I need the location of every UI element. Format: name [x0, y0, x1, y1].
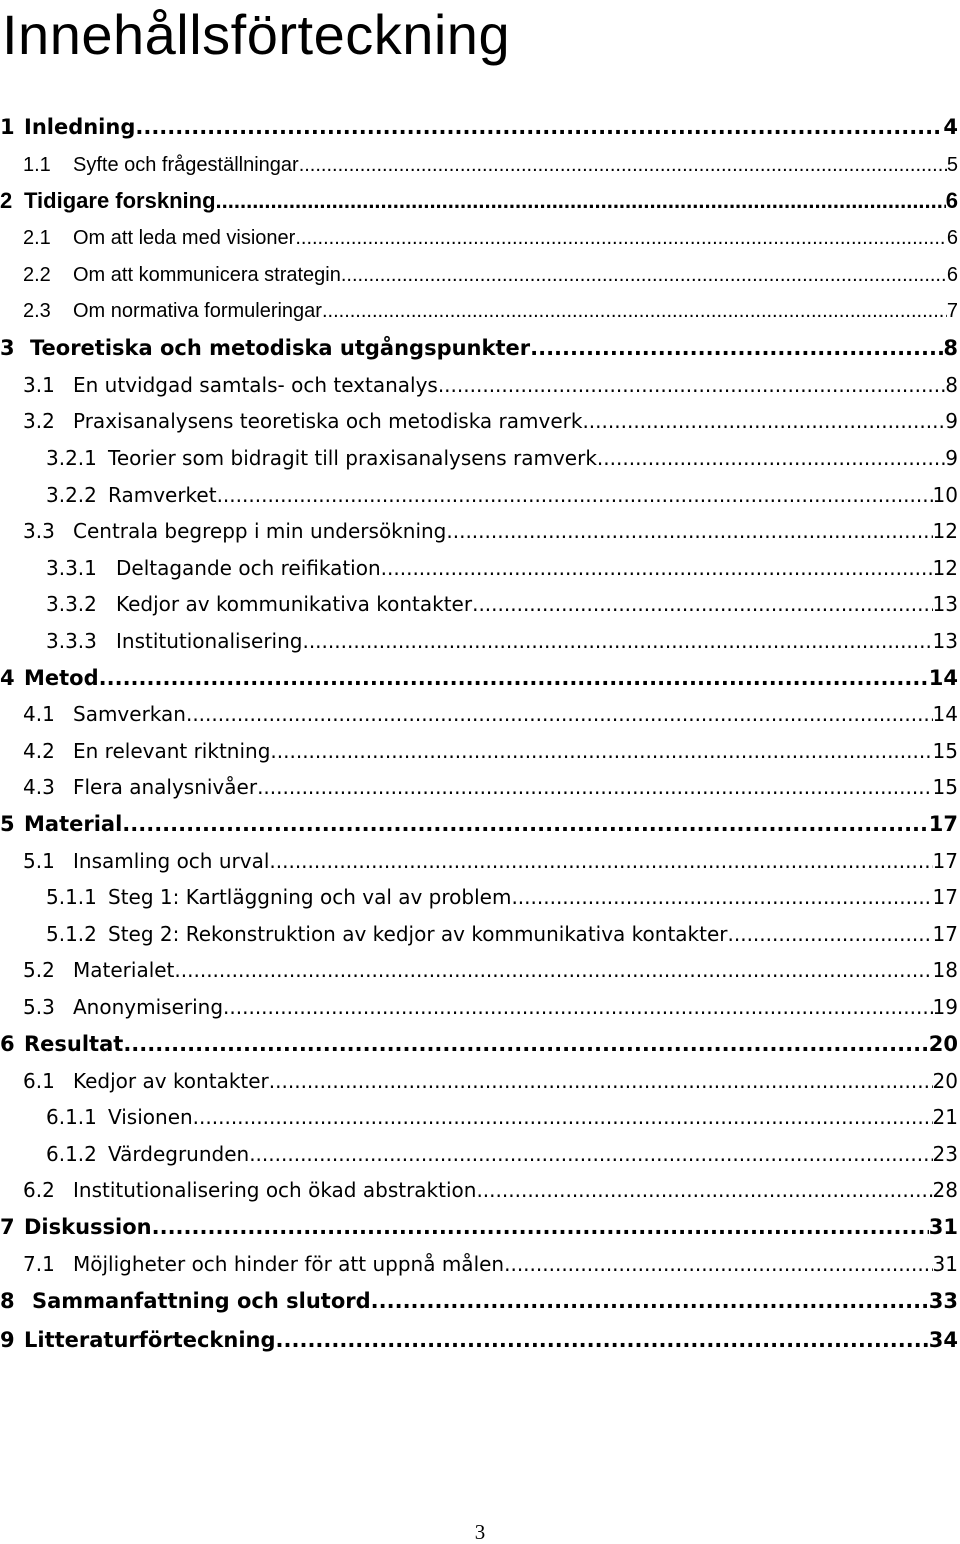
- toc-entry[interactable]: [23, 260, 958, 290]
- toc-entry-page: 9: [945, 409, 958, 433]
- toc-entry-page: 12: [932, 556, 958, 580]
- toc-entry-page: 15: [932, 775, 958, 799]
- toc-entry-label: Metod: [24, 666, 99, 690]
- toc-entry-label: Syfte och frågeställningar: [73, 154, 299, 176]
- toc-entry-label: Kedjor av kontakter: [73, 1069, 269, 1093]
- toc-entry-number: 5.1.2: [46, 922, 97, 946]
- toc-entry-page: 6: [945, 188, 958, 213]
- toc-dot-leader: [193, 1102, 933, 1132]
- toc-dot-leader: [476, 1175, 932, 1205]
- toc-entry[interactable]: [23, 370, 958, 400]
- toc-entry[interactable]: [0, 663, 958, 693]
- toc-entry[interactable]: [23, 846, 958, 876]
- toc-entry-number: 5.3: [23, 995, 55, 1019]
- toc-entry[interactable]: [46, 1102, 958, 1132]
- toc-entry[interactable]: [23, 1249, 958, 1279]
- toc-entry-label: Om att leda med visioner: [73, 227, 296, 249]
- toc-entry-page: 31: [932, 1252, 958, 1276]
- toc-dot-leader: [472, 589, 932, 619]
- toc-entry-number: 2: [0, 188, 13, 213]
- toc-entry-page: 14: [932, 702, 958, 726]
- toc-entry-number: 6.2: [23, 1178, 55, 1202]
- toc-entry-label: Insamling och urval: [73, 849, 270, 873]
- toc-entry-label: Material: [24, 812, 123, 836]
- toc-entry[interactable]: [46, 919, 958, 949]
- toc-entry-page: 6: [946, 264, 958, 286]
- toc-entry[interactable]: [23, 150, 958, 180]
- toc-entry[interactable]: [46, 553, 958, 583]
- toc-entry-page: 7: [946, 300, 958, 322]
- toc-dot-leader: [295, 223, 947, 253]
- toc-entry-label: Kedjor av kommunikativa kontakter: [116, 592, 473, 616]
- toc-dot-leader: [299, 150, 947, 180]
- toc-entry-number: 8: [0, 1289, 15, 1313]
- toc-entry-number: 3.3.1: [46, 556, 97, 580]
- toc-dot-leader: [322, 296, 947, 326]
- toc-entry[interactable]: [23, 699, 958, 729]
- toc-entry-number: 1.1: [23, 154, 51, 176]
- toc-entry-page: 4: [943, 115, 958, 139]
- toc-entry[interactable]: [46, 589, 958, 619]
- toc-dot-leader: [223, 992, 933, 1022]
- toc-entry-label: Anonymisering: [73, 995, 224, 1019]
- toc-entry-number: 4.1: [23, 702, 55, 726]
- toc-dot-leader: [186, 699, 933, 729]
- toc-entry-page: 33: [928, 1289, 958, 1313]
- toc-entry-label: Praxisanalysens teoretiska och metodiska ramverk: [73, 409, 583, 433]
- toc-dot-leader: [152, 1212, 929, 1242]
- toc-entry-number: 3.3: [23, 519, 55, 543]
- toc-entry-number: 5.1.1: [46, 885, 97, 909]
- toc-entry-label: Inledning: [24, 115, 136, 139]
- toc-entry[interactable]: [0, 1029, 958, 1059]
- toc-entry-number: 3.2: [23, 409, 55, 433]
- toc-entry[interactable]: [0, 112, 958, 142]
- toc-entry[interactable]: [0, 333, 958, 363]
- toc-entry-page: 23: [932, 1142, 958, 1166]
- toc-entry-page: 12: [932, 519, 958, 543]
- toc-dot-leader: [597, 443, 945, 473]
- toc-dot-leader: [123, 1029, 928, 1059]
- toc-entry-label: En relevant riktning: [73, 739, 271, 763]
- toc-entry[interactable]: [23, 296, 958, 326]
- toc-dot-leader: [446, 516, 932, 546]
- toc-entry-label: Möjligheter och hinder för att uppnå målen: [73, 1252, 505, 1276]
- toc-entry-number: 5: [0, 812, 15, 836]
- toc-entry-number: 4.2: [23, 739, 55, 763]
- toc-entry-label: Diskussion: [24, 1215, 152, 1239]
- toc-entry[interactable]: [0, 1212, 958, 1242]
- toc-dot-leader: [99, 663, 929, 693]
- toc-entry-number: 4.3: [23, 775, 55, 799]
- toc-entry-label: Teoretiska och metodiska utgångspunkter: [30, 336, 531, 360]
- toc-entry-page: 19: [932, 995, 958, 1019]
- toc-entry[interactable]: [0, 186, 958, 216]
- page-title: Innehållsförteckning: [2, 3, 511, 66]
- toc-entry-label: Steg 2: Rekonstruktion av kedjor av kommunikativa kontakter: [108, 922, 728, 946]
- toc-entry-number: 6: [0, 1032, 15, 1056]
- toc-entry-number: 2.2: [23, 264, 51, 286]
- toc-entry-page: 20: [928, 1032, 958, 1056]
- toc-entry-label: Teorier som bidragit till praxisanalysens ramverk: [108, 446, 597, 470]
- toc-entry-page: 31: [928, 1215, 958, 1239]
- toc-entry-number: 3: [0, 336, 15, 360]
- toc-entry-label: Om normativa formuleringar: [73, 300, 322, 322]
- toc-entry-page: 17: [932, 849, 958, 873]
- toc-entry[interactable]: [23, 772, 958, 802]
- toc-entry-number: 6.1.2: [46, 1142, 97, 1166]
- toc-entry[interactable]: [23, 955, 958, 985]
- toc-entry-page: 5: [946, 154, 958, 176]
- toc-entry[interactable]: [23, 1175, 958, 1205]
- toc-dot-leader: [269, 1066, 933, 1096]
- toc-entry[interactable]: [23, 223, 958, 253]
- toc-entry[interactable]: [23, 736, 958, 766]
- toc-entry[interactable]: [46, 480, 958, 510]
- toc-entry-label: Centrala begrepp i min undersökning: [73, 519, 447, 543]
- toc-entry-page: 17: [932, 885, 958, 909]
- toc-entry-label: Resultat: [24, 1032, 124, 1056]
- toc-entry[interactable]: [23, 406, 958, 436]
- toc-entry-label: Tidigare forskning: [24, 188, 216, 213]
- toc-entry-page: 10: [932, 483, 958, 507]
- toc-entry[interactable]: [0, 809, 958, 839]
- toc-entry-label: Litteraturförteckning: [24, 1328, 276, 1352]
- toc-entry-number: 3.3.2: [46, 592, 97, 616]
- toc-dot-leader: [438, 370, 945, 400]
- toc-entry[interactable]: [0, 1286, 958, 1316]
- toc-entry[interactable]: [46, 882, 958, 912]
- toc-entry-number: 7: [0, 1215, 15, 1239]
- toc-entry-page: 34: [928, 1328, 958, 1352]
- toc-dot-leader: [217, 480, 933, 510]
- toc-entry-number: 3.1: [23, 373, 55, 397]
- toc-dot-leader: [270, 736, 932, 766]
- toc-entry-number: 2.3: [23, 300, 51, 322]
- toc-dot-leader: [174, 955, 932, 985]
- toc-entry[interactable]: [46, 626, 958, 656]
- toc-entry-label: Deltagande och reifikation: [116, 556, 381, 580]
- toc-entry[interactable]: [23, 1066, 958, 1096]
- toc-dot-leader: [582, 406, 945, 436]
- toc-entry-page: 13: [932, 592, 958, 616]
- toc-entry-label: Materialet: [73, 958, 175, 982]
- toc-dot-leader: [504, 1249, 932, 1279]
- toc-dot-leader: [530, 333, 943, 363]
- toc-entry-label: En utvidgad samtals- och textanalys: [73, 373, 438, 397]
- toc-entry-page: 17: [932, 922, 958, 946]
- toc-dot-leader: [381, 553, 933, 583]
- toc-entry-label: Institutionalisering: [116, 629, 303, 653]
- toc-entry-label: Om att kommunicera strategin: [73, 264, 341, 286]
- toc-entry-label: Ramverket: [108, 483, 217, 507]
- page-number: 3: [474, 1520, 486, 1544]
- toc-dot-leader: [728, 919, 933, 949]
- toc-entry-number: 7.1: [23, 1252, 55, 1276]
- toc-entry[interactable]: [0, 1325, 958, 1355]
- toc-entry-page: 6: [946, 227, 958, 249]
- toc-entry-page: 9: [945, 446, 958, 470]
- toc-entry-number: 6.1: [23, 1069, 55, 1093]
- toc-entry-label: Flera analysnivåer: [73, 775, 258, 799]
- toc-entry-page: 13: [932, 629, 958, 653]
- toc-dot-leader: [511, 882, 932, 912]
- toc-entry-number: 9: [0, 1328, 15, 1352]
- toc-entry-label: Institutionalisering och ökad abstraktion: [73, 1178, 477, 1202]
- toc-entry[interactable]: [46, 443, 958, 473]
- toc-entry-label: Värdegrunden: [108, 1142, 250, 1166]
- toc-entry-number: 5.2: [23, 958, 55, 982]
- toc-entry-page: 21: [932, 1105, 958, 1129]
- toc-dot-leader: [122, 809, 928, 839]
- toc-dot-leader: [302, 626, 932, 656]
- toc-dot-leader: [341, 260, 947, 290]
- toc-entry-page: 15: [932, 739, 958, 763]
- toc-entry-page: 20: [932, 1069, 958, 1093]
- toc-entry-number: 3.2.2: [46, 483, 97, 507]
- toc-entry-label: Samverkan: [73, 702, 186, 726]
- toc-dot-leader: [269, 846, 932, 876]
- toc-dot-leader: [371, 1286, 929, 1316]
- toc-entry-number: 4: [0, 666, 15, 690]
- toc-dot-leader: [276, 1325, 929, 1355]
- toc-entry-label: Steg 1: Kartläggning och val av problem: [108, 885, 512, 909]
- toc-entry-page: 8: [945, 373, 958, 397]
- toc-entry[interactable]: [23, 992, 958, 1022]
- toc-dot-leader: [135, 112, 943, 142]
- toc-entry-page: 14: [928, 666, 958, 690]
- toc-dot-leader: [249, 1139, 932, 1169]
- toc-entry-page: 18: [932, 958, 958, 982]
- toc-entry-number: 6.1.1: [46, 1105, 97, 1129]
- toc-entry-label: Sammanfattning och slutord: [32, 1289, 371, 1313]
- toc-entry-number: 2.1: [23, 227, 51, 249]
- toc-entry[interactable]: [46, 1139, 958, 1169]
- toc-entry-label: Visionen: [108, 1105, 193, 1129]
- toc-entry-page: 8: [943, 336, 958, 360]
- toc-entry-number: 5.1: [23, 849, 55, 873]
- toc-entry-number: 1: [0, 115, 15, 139]
- toc-entry[interactable]: [23, 516, 958, 546]
- toc-entry-page: 17: [928, 812, 958, 836]
- toc-dot-leader: [257, 772, 932, 802]
- toc-dot-leader: [216, 186, 946, 216]
- toc-entry-page: 28: [932, 1178, 958, 1202]
- toc-entry-number: 3.2.1: [46, 446, 97, 470]
- toc-entry-number: 3.3.3: [46, 629, 97, 653]
